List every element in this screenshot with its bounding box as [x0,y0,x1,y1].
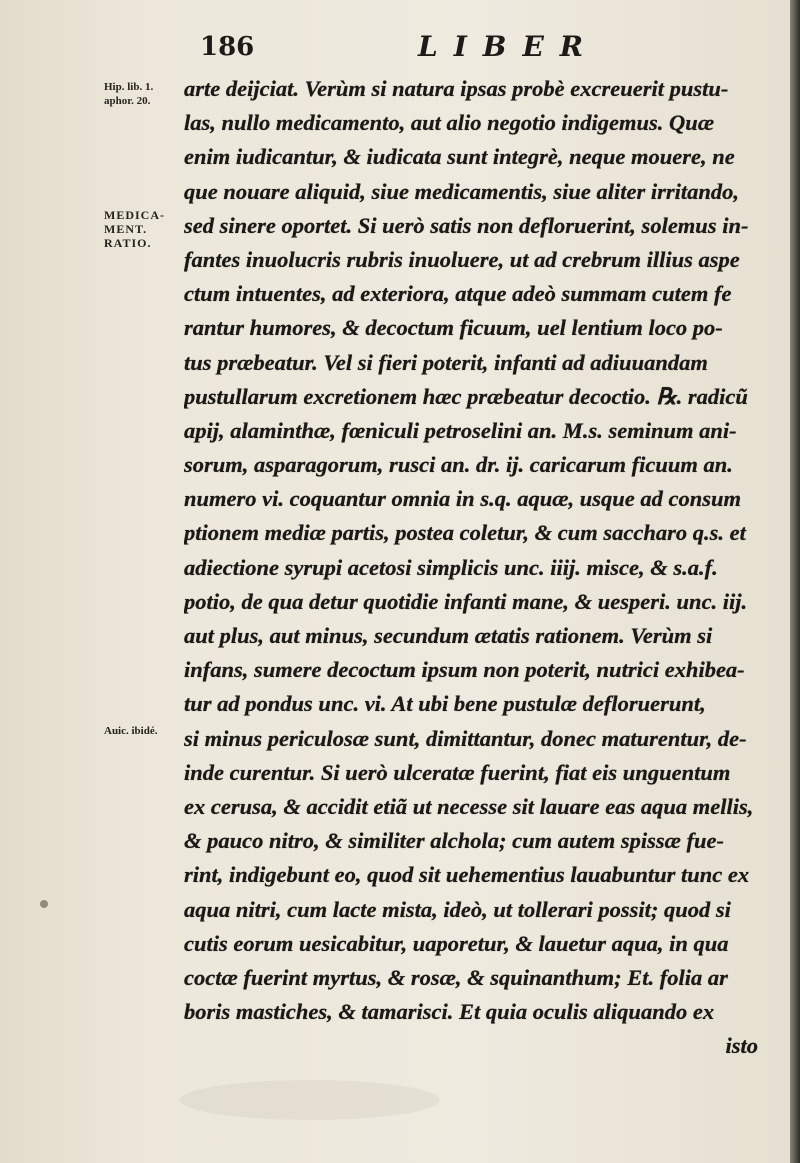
text-line: rint, indigebunt eo, quod sit uehementius lauabuntur tunc ex [184,862,750,888]
margin-note-avicenna [104,724,194,738]
text-line: coctæ fuerint myrtus, & rosæ, & squinanthum; Et. folia ar [184,964,728,990]
text-line: tur ad pondus unc. vi. At ubi bene pustulæ defloruerunt, [184,691,706,717]
text-line: cutis eorum uesicabitur, uaporetur, & lauetur aqua, in qua [184,930,729,956]
body-text [184,72,774,1063]
margin-note-line: Auic. ibidé. [104,725,158,737]
text-line: pustullarum excretionem hæc præbeatur decoctio. ℞. radicũ [184,383,748,409]
margin-note-line: MENT. [104,222,148,236]
ink-speck [40,900,48,908]
text-line: sed sinere oportet. Si uerò satis non defloruerint, solemus in- [184,212,749,238]
text-line: adiectione syrupi acetosi simplicis unc. iiij. misce, & s.a.f. [184,554,718,580]
text-line: potio, de qua detur quotidie infanti mane, & uesperi. unc. iij. [184,588,748,614]
margin-note-line: MEDICA- [104,208,165,222]
text-line: numero vi. coquantur omnia in s.q. aquæ, usque ad consum [184,486,742,512]
text-line: arte deijciat. Verùm si natura ipsas probè excreuerit pustu- [184,76,729,101]
margin-note-line: aphor. 20. [104,95,151,107]
paper-stain [180,1080,440,1120]
text-line: tus præbeatur. Vel si fieri poterit, infanti ad adiuuandam [184,349,708,375]
text-line: aqua nitri, cum lacte mista, ideò, ut tollerari possit; quod si [184,896,731,922]
text-line: sorum, asparagorum, rusci an. dr. ij. caricarum ficuum an. [184,452,733,478]
book-spine-shadow [790,0,800,1163]
text-line: ex cerusa, & accidit etiã ut necesse sit lauare eas aqua mellis, [184,793,754,819]
text-line: infans, sumere decoctum ipsum non poterit, nutrici exhibea- [184,657,745,683]
text-line: & pauco nitro, & similiter alchola; cum autem spissæ fue- [184,828,725,854]
page-number: 186 [200,32,255,62]
margin-note-medicament-ratio [104,208,194,250]
margin-note-line: Hip. lib. 1. [104,81,154,93]
text-line: apij, alaminthæ, fœniculi petroselini an. M.s. seminum ani- [184,417,737,443]
text-line: fantes inuolucris rubris inuoluere, ut ad crebrum illius aspe [184,246,740,272]
running-head: LIBER [418,30,600,63]
text-line: enim iudicantur, & iudicata sunt integrè, neque mouere, ne [184,144,735,170]
text-line: ptionem mediæ partis, postea coletur, & cum saccharo q.s. et [184,520,746,546]
text-line: boris mastiches, & tamarisci. Et quia oculis aliquando ex [184,999,715,1025]
text-line: rantur humores, & decoctum ficuum, uel lentium loco po- [184,315,723,341]
margin-note-hippocrates [104,80,194,108]
catchword: isto [725,1033,758,1059]
text-line: ctum intuentes, ad exteriora, atque adeò summam cutem fe [184,281,732,307]
page-header [0,30,790,70]
text-line: inde curentur. Si uerò ulceratæ fuerint, fiat eis unguentum [184,759,731,785]
margin-note-line: RATIO. [104,236,152,250]
text-line: que nouare aliquid, siue medicamentis, siue aliter irritando, [184,178,740,204]
text-line: si minus periculosæ sunt, dimittantur, donec maturentur, de- [184,725,747,751]
text-line: las, nullo medicamento, aut alio negotio indigemus. Quæ [184,110,715,136]
text-line: aut plus, aut minus, secundum ætatis rationem. Verùm si [184,623,713,648]
